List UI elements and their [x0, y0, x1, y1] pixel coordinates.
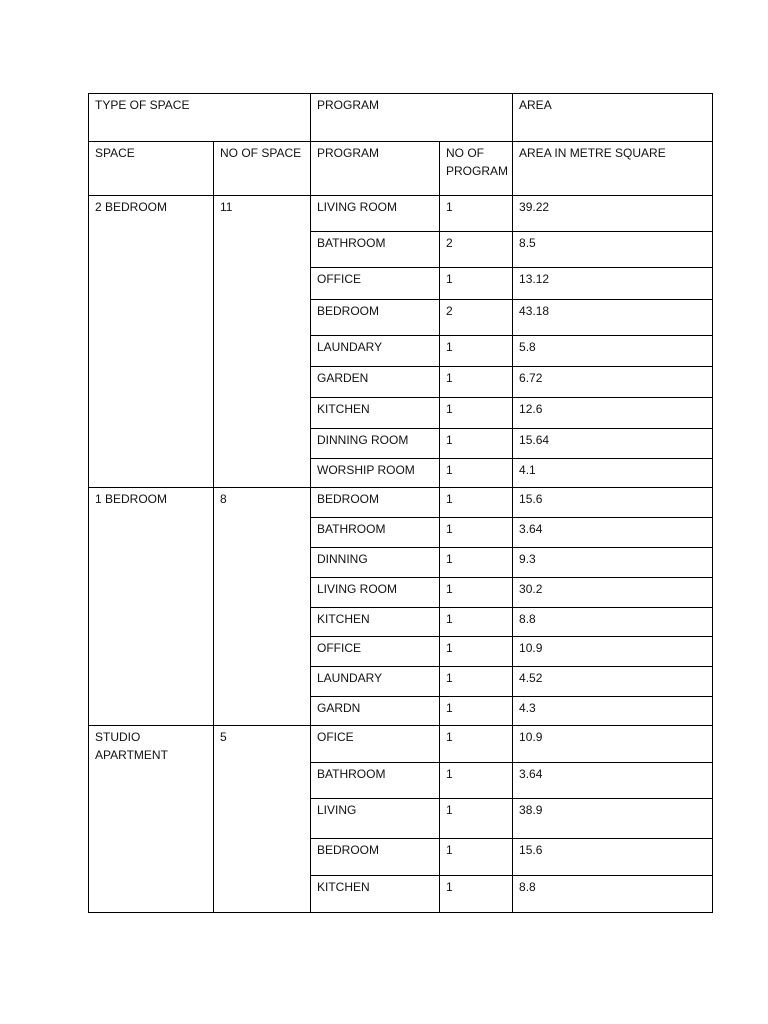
program-count-cell: 1	[440, 799, 513, 839]
area-cell: 10.9	[513, 637, 713, 667]
program-cell: BATHROOM	[311, 232, 440, 268]
header-area: AREA	[513, 94, 713, 142]
space-count-cell: 11	[214, 196, 311, 488]
table-row	[89, 726, 713, 763]
space-program-table	[88, 93, 713, 913]
program-cell: BATHROOM	[311, 518, 440, 548]
area-cell: 4.52	[513, 667, 713, 697]
program-count-cell: 1	[440, 336, 513, 367]
program-cell: KITCHEN	[311, 398, 440, 429]
area-cell: 8.5	[513, 232, 713, 268]
table-body	[89, 94, 713, 913]
area-cell: 3.64	[513, 518, 713, 548]
area-cell: 9.3	[513, 548, 713, 578]
program-count-cell: 1	[440, 726, 513, 763]
program-count-cell: 1	[440, 578, 513, 608]
area-cell: 39.22	[513, 196, 713, 232]
area-cell: 38.9	[513, 799, 713, 839]
program-cell: BEDROOM	[311, 300, 440, 336]
program-cell: OFFICE	[311, 268, 440, 300]
program-count-cell: 1	[440, 839, 513, 876]
space-count-cell: 8	[214, 488, 311, 726]
program-cell: KITCHEN	[311, 876, 440, 913]
program-cell: LAUNDARY	[311, 667, 440, 697]
area-cell: 6.72	[513, 367, 713, 398]
program-count-cell: 1	[440, 459, 513, 488]
space-type-cell: 1 BEDROOM	[89, 488, 214, 726]
program-cell: DINNING ROOM	[311, 429, 440, 459]
program-cell: LIVING ROOM	[311, 578, 440, 608]
area-cell: 30.2	[513, 578, 713, 608]
subheader-program: PROGRAM	[311, 142, 440, 196]
subheader-no-of-program: NO OF PROGRAM	[440, 142, 513, 196]
program-count-cell: 1	[440, 667, 513, 697]
area-cell: 4.1	[513, 459, 713, 488]
program-count-cell: 1	[440, 763, 513, 799]
area-cell: 8.8	[513, 876, 713, 913]
program-cell: OFICE	[311, 726, 440, 763]
area-cell: 13.12	[513, 268, 713, 300]
program-cell: BEDROOM	[311, 839, 440, 876]
program-count-cell: 1	[440, 196, 513, 232]
space-type-cell: STUDIO APARTMENT	[89, 726, 214, 913]
area-cell: 8.8	[513, 608, 713, 637]
program-cell: LAUNDARY	[311, 336, 440, 367]
header-program: PROGRAM	[311, 94, 513, 142]
subheader-area-sqm: AREA IN METRE SQUARE	[513, 142, 713, 196]
area-cell: 43.18	[513, 300, 713, 336]
program-count-cell: 2	[440, 232, 513, 268]
program-cell: BATHROOM	[311, 763, 440, 799]
area-cell: 15.6	[513, 839, 713, 876]
space-count-cell: 5	[214, 726, 311, 913]
subheader-row	[89, 142, 713, 196]
area-cell: 15.6	[513, 488, 713, 518]
header-type-of-space: TYPE OF SPACE	[89, 94, 311, 142]
program-cell: WORSHIP ROOM	[311, 459, 440, 488]
program-count-cell: 1	[440, 518, 513, 548]
program-cell: LIVING ROOM	[311, 196, 440, 232]
program-cell: LIVING	[311, 799, 440, 839]
program-cell: DINNING	[311, 548, 440, 578]
subheader-space: SPACE	[89, 142, 214, 196]
program-count-cell: 1	[440, 367, 513, 398]
program-cell: OFFICE	[311, 637, 440, 667]
program-cell: GARDN	[311, 697, 440, 726]
area-cell: 4.3	[513, 697, 713, 726]
program-cell: BEDROOM	[311, 488, 440, 518]
subheader-no-of-space: NO OF SPACE	[214, 142, 311, 196]
program-count-cell: 1	[440, 488, 513, 518]
program-count-cell: 1	[440, 637, 513, 667]
program-count-cell: 1	[440, 876, 513, 913]
program-cell: GARDEN	[311, 367, 440, 398]
area-cell: 15.64	[513, 429, 713, 459]
program-count-cell: 2	[440, 300, 513, 336]
area-cell: 5.8	[513, 336, 713, 367]
area-cell: 3.64	[513, 763, 713, 799]
program-count-cell: 1	[440, 268, 513, 300]
header-row	[89, 94, 713, 142]
space-type-cell: 2 BEDROOM	[89, 196, 214, 488]
program-cell: KITCHEN	[311, 608, 440, 637]
program-count-cell: 1	[440, 548, 513, 578]
area-cell: 12.6	[513, 398, 713, 429]
program-count-cell: 1	[440, 608, 513, 637]
program-count-cell: 1	[440, 398, 513, 429]
program-count-cell: 1	[440, 697, 513, 726]
table-row	[89, 488, 713, 518]
program-count-cell: 1	[440, 429, 513, 459]
area-cell: 10.9	[513, 726, 713, 763]
table-row	[89, 196, 713, 232]
